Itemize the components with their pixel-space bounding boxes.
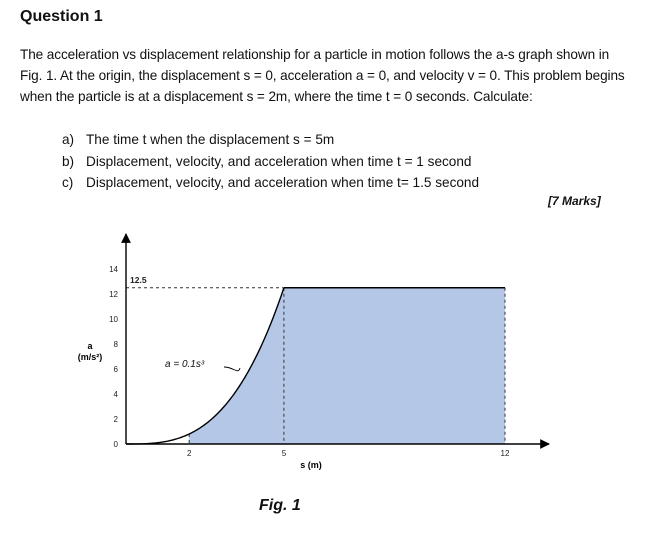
y-tick-label: 14 [109,265,118,274]
curve-label-leader [224,367,240,371]
x-tick-label: 12 [500,449,510,458]
part-text: Displacement, velocity, and acceleration when time t= 1.5 second [86,175,480,190]
question-parts-list [62,129,479,194]
y-tick-label: 0 [113,440,118,449]
y-axis-unit-label: (m/s²) [77,352,103,362]
y-tick-label: 6 [113,365,118,374]
x-tick-label: 5 [281,449,287,458]
part-text: The time t when the displacement s = 5m [86,132,335,147]
question-part-c [62,172,479,194]
y-tick-label: 10 [109,315,118,324]
question-part-a [62,129,479,151]
part-label: a) [62,132,75,147]
question-heading: Question 1 [20,8,103,25]
y-tick-label: 2 [113,415,118,424]
marks-label: [7 Marks] [548,194,601,208]
shaded-area [189,288,505,444]
x-axis-label: s (m) [300,460,322,470]
question-part-b [62,151,479,173]
x-tick-label: 2 [186,449,192,458]
problem-statement: The acceleration vs displacement relationship for a particle in motion follows the a-s graph shown in Fig. 1. At the origin, the displacement s = 0, acceleration a = 0, and velocity v = 0. This problem begins when the particle is at a displacement s = 2m, where the time t = 0 seconds. Calculate: [20,47,625,104]
plateau-value-label: 12.5 [130,274,147,285]
a-s-graph [0,225,647,535]
y-axis-label: a [87,341,93,351]
part-text: Displacement, velocity, and acceleration when time t = 1 second [86,153,472,169]
y-tick-label: 4 [113,390,118,399]
y-tick-label: 12 [109,290,118,299]
part-label: c) [62,175,74,190]
figure-caption: Fig. 1 [259,497,301,514]
part-label: b) [62,153,75,169]
curve-equation-label: a = 0.1s³ [165,359,205,370]
y-tick-label: 8 [113,340,118,349]
